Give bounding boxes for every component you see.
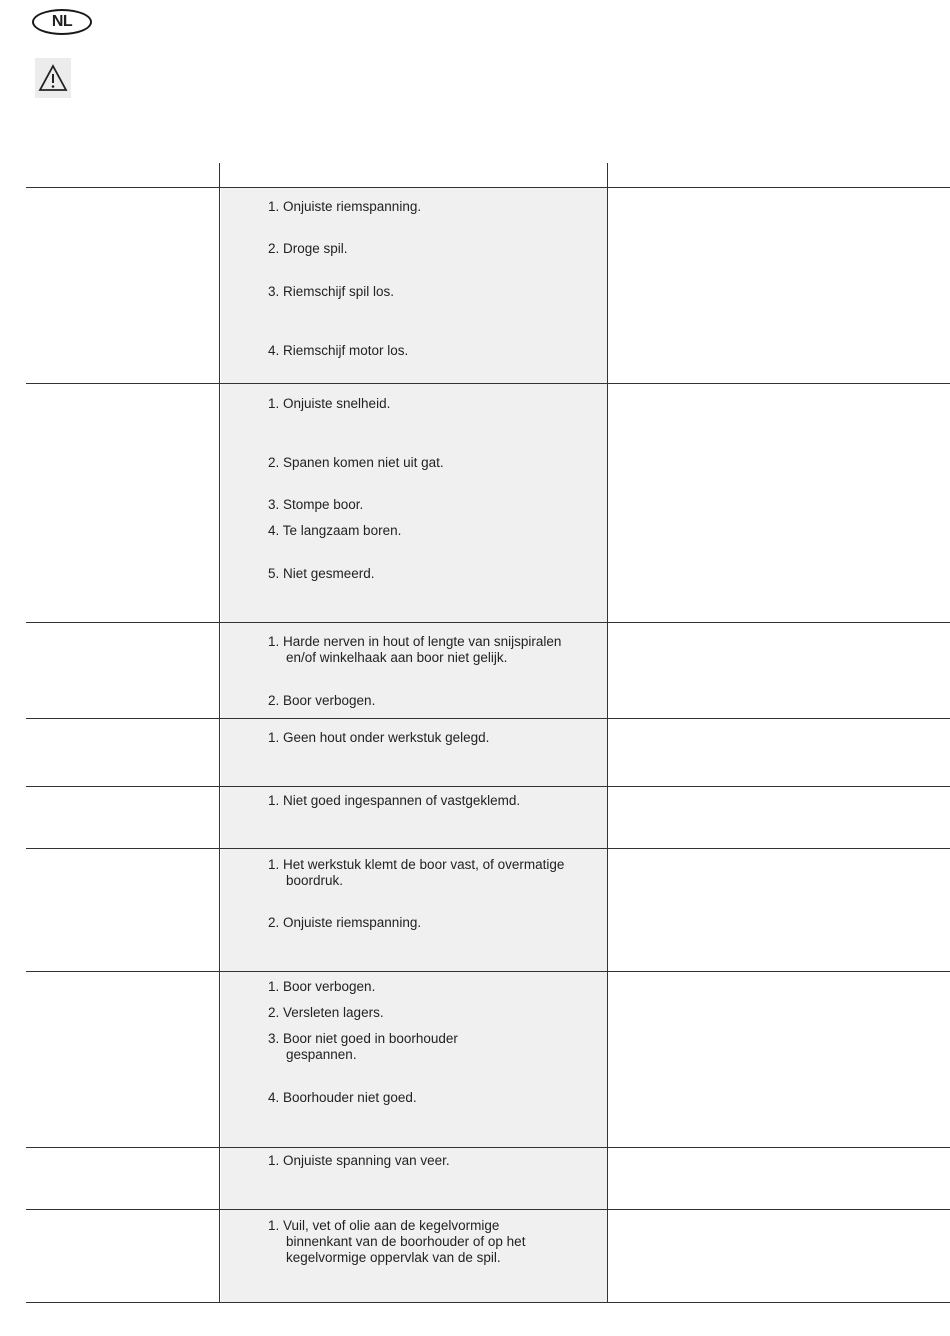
row-divider bbox=[26, 971, 950, 972]
cause-item: 2. Versleten lagers. bbox=[268, 1005, 384, 1020]
row-divider bbox=[26, 383, 950, 384]
cause-item: 3. Stompe boor. bbox=[268, 497, 364, 512]
cause-item: 1. Onjuiste spanning van veer. bbox=[268, 1153, 450, 1168]
row-divider bbox=[26, 718, 950, 719]
cause-item: 1. Het werkstuk klemt de boor vast, of overmatige boordruk. bbox=[268, 857, 565, 888]
cause-item: 1. Vuil, vet of olie aan de kegelvormige binnenkant van de boorhouder of op het kegelvormige oppervlak van de spil. bbox=[268, 1218, 526, 1265]
cause-item: 2. Boor verbogen. bbox=[268, 693, 376, 708]
row-divider bbox=[26, 622, 950, 623]
cause-item: 1. Niet goed ingespannen of vastgeklemd. bbox=[268, 793, 521, 808]
row-divider bbox=[26, 848, 950, 849]
cause-item: 1. Geen hout onder werkstuk gelegd. bbox=[268, 730, 490, 745]
cause-item: 4. Te langzaam boren. bbox=[268, 523, 402, 538]
cause-item: 1. Onjuiste snelheid. bbox=[268, 396, 391, 411]
language-badge: NL bbox=[32, 9, 92, 35]
cause-item: 3. Boor niet goed in boorhouder gespannen. bbox=[268, 1031, 458, 1062]
cause-item: 3. Riemschijf spil los. bbox=[268, 284, 395, 299]
row-divider bbox=[26, 1209, 950, 1210]
cause-item: 2. Droge spil. bbox=[268, 241, 348, 256]
row-divider bbox=[26, 1147, 950, 1148]
cause-item: 4. Boorhouder niet goed. bbox=[268, 1090, 417, 1105]
cause-item: 1. Boor verbogen. bbox=[268, 979, 376, 994]
row-divider bbox=[26, 786, 950, 787]
column-divider-right bbox=[607, 163, 608, 1303]
cause-item: 1. Onjuiste riemspanning. bbox=[268, 199, 422, 214]
cause-item: 2. Spanen komen niet uit gat. bbox=[268, 455, 444, 470]
cause-item: 5. Niet gesmeerd. bbox=[268, 566, 375, 581]
column-divider-left bbox=[219, 163, 220, 1303]
cause-item: 4. Riemschijf motor los. bbox=[268, 343, 409, 358]
warning-triangle-icon bbox=[35, 58, 71, 98]
cause-item: 1. Harde nerven in hout of lengte van snijspiralen en/of winkelhaak aan boor niet gelijk. bbox=[268, 634, 562, 665]
row-divider bbox=[26, 187, 950, 188]
cause-item: 2. Onjuiste riemspanning. bbox=[268, 915, 422, 930]
table-bottom-border bbox=[26, 1302, 950, 1303]
